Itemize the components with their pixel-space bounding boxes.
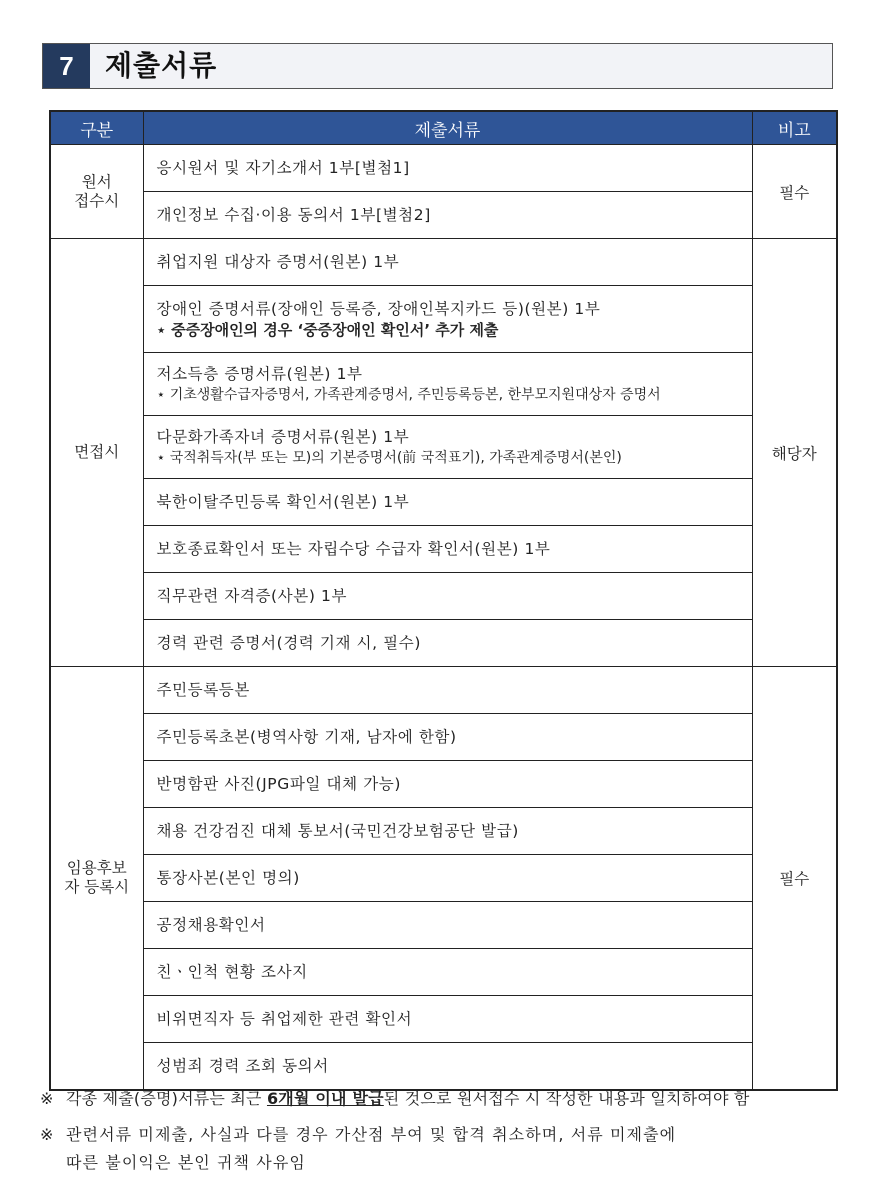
note-mark: ※ [40,1125,55,1144]
document-text: 통장사본(본인 명의) [156,869,300,887]
document-text: 저소득층 증명서류(원본) 1부 [156,364,363,383]
note-cell: 해당자 [752,239,837,667]
document-text: 성범죄 경력 조회 동의서 [156,1057,329,1075]
document-cell [143,1043,752,1091]
document-cell [143,808,752,855]
table-row [50,526,837,573]
note-cell: 필수 [752,145,837,239]
document-cell [143,667,752,714]
document-cell [143,145,752,192]
table-header-row [50,111,837,145]
table-row [50,902,837,949]
document-text: 장애인 증명서류(장애인 등록증, 장애인복지카드 등)(원본) 1부 [156,299,601,318]
document-text: 직무관련 자격증(사본) 1부 [156,587,348,605]
document-cell [143,239,752,286]
document-cell [143,620,752,667]
category-cell: 임용후보 자 등록시 [50,667,143,1091]
documents-table [49,110,838,1091]
document-cell [143,949,752,996]
document-text: 반명함판 사진(JPG파일 대체 가능) [156,775,401,793]
document-text: 공정채용확인서 [156,916,266,934]
header-docs: 제출서류 [143,111,752,145]
category-cell: 면접시 [50,239,143,667]
document-cell [143,573,752,620]
footnote-1-before: 각종 제출(증명)서류는 최근 [66,1089,267,1108]
document-cell [143,996,752,1043]
footnote-2-line2: 따른 불이익은 본인 귀책 사유임 [66,1153,306,1172]
document-text: 주민등록등본 [156,681,250,699]
document-subnote: ⋆ 국적취득자(부 또는 모)의 기본증명서(前 국적표기), 가족관계증명서(본인) [156,449,622,466]
footnote-1-after: 된 것으로 원서접수 시 작성한 내용과 일치하여야 함 [383,1089,750,1108]
table-body [50,145,837,1091]
table-row [50,667,837,714]
section-number: 7 [43,44,90,88]
table-row [50,286,837,353]
section-header [42,43,833,89]
table-row [50,573,837,620]
document-text: 친ㆍ인척 현황 조사지 [156,963,308,981]
document-cell [143,416,752,479]
footnote-1-highlight: 6개월 이내 발급 [266,1089,384,1108]
document-cell [143,286,752,353]
document-cell [143,526,752,573]
table-row [50,855,837,902]
document-cell [143,353,752,416]
header-note: 비고 [752,111,837,145]
table-row [50,192,837,239]
table-row [50,620,837,667]
header-category: 구분 [50,111,143,145]
document-text: 비위면직자 등 취업제한 관련 확인서 [156,1010,413,1028]
table-row [50,145,837,192]
footnote-2-line1: 관련서류 미제출, 사실과 다를 경우 가산점 부여 및 합격 취소하며, 서류 미제출에 [66,1125,677,1144]
document-cell [143,761,752,808]
footnote-2 [40,1121,676,1177]
document-cell [143,714,752,761]
document-text: 채용 건강검진 대체 통보서(국민건강보험공단 발급) [156,822,519,840]
document-cell [143,902,752,949]
table-row [50,353,837,416]
note-cell: 필수 [752,667,837,1091]
document-cell [143,192,752,239]
document-subnote: ⋆ 중증장애인의 경우 ‘중증장애인 확인서’ 추가 제출 [156,320,499,339]
document-text: 개인정보 수집·이용 동의서 1부[별첨2] [156,206,431,224]
document-text: 취업지원 대상자 증명서(원본) 1부 [156,253,400,271]
document-text: 북한이탈주민등록 확인서(원본) 1부 [156,493,410,511]
document-text: 다문화가족자녀 증명서류(원본) 1부 [156,427,410,446]
table-row [50,416,837,479]
table-row [50,761,837,808]
table-row [50,996,837,1043]
table-row [50,949,837,996]
document-subnote: ⋆ 기초생활수급자증명서, 가족관계증명서, 주민등록등본, 한부모지원대상자 증명서 [156,386,661,403]
document-text: 보호종료확인서 또는 자립수당 수급자 확인서(원본) 1부 [156,540,551,558]
table-row [50,239,837,286]
note-mark: ※ [40,1089,54,1108]
category-cell: 원서 접수시 [50,145,143,239]
document-text: 주민등록초본(병역사항 기재, 남자에 한함) [156,728,457,746]
table-row [50,479,837,526]
table-row [50,808,837,855]
document-cell [143,479,752,526]
table-row [50,714,837,761]
document-cell [143,855,752,902]
footnote-1 [40,1085,750,1113]
section-title: 제출서류 [105,49,218,82]
table-row [50,1043,837,1091]
document-text: 응시원서 및 자기소개서 1부[별첨1] [156,159,410,177]
document-text: 경력 관련 증명서(경력 기재 시, 필수) [156,634,421,652]
